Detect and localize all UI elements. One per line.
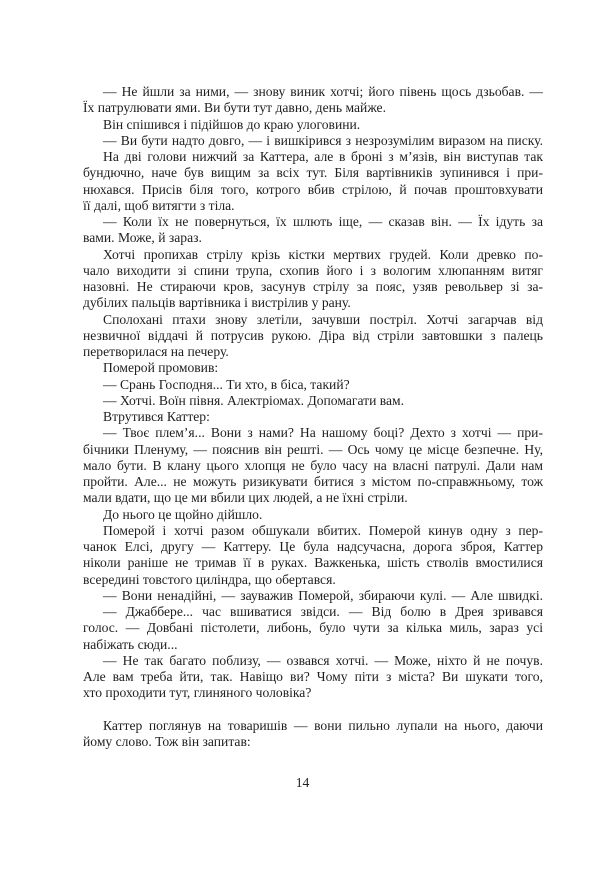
blank-line bbox=[83, 702, 543, 718]
text-line: На дві голови нижчий за Каттера, але в броні з м’язів, він виступав так bbox=[103, 149, 543, 164]
text-line: — Не так багато поблизу, — озвався хотчі. — Може, ніхто й не почув. bbox=[103, 652, 543, 668]
text-line: Померой промовив: bbox=[103, 360, 219, 376]
text-line: голос. — Довбані пістолети, либонь, було чути за кілька миль, зараз усі bbox=[83, 620, 543, 636]
text-line: — Коли їх не повернуться, їх шлють іще, — сказав він. — Їх ідуть за bbox=[103, 214, 543, 229]
text-line: — Хотчі. Воїн півня. Алектріомах. Допомагати вам. bbox=[103, 392, 405, 408]
text-line: Він спішився і підійшов до краю улоговини. bbox=[103, 116, 361, 132]
text-line: — Твоє плем’я... Вони з нами? На нашому боці? Дехто з хотчі — при- bbox=[103, 425, 543, 441]
text-line: — Вони ненадійні, — зауважив Померой, збираючи кулі. — Але швидкі. bbox=[103, 587, 543, 603]
text-line: чало виходити зі спини трупа, схопив його і з вологим хлюпанням витяг bbox=[83, 262, 543, 278]
text-line: Їх патрулювати ями. Ви бути тут давно, день майже. bbox=[83, 100, 386, 116]
text-line: пройти. Але... не можуть ризикувати битися з містом по-справжньому, тож bbox=[83, 474, 543, 489]
text-line: нюхався. Присів біля того, котрого вбив стрілою, й почав проштовхувати bbox=[83, 181, 543, 197]
text-line: Але вам треба йти, так. Навіщо ви? Чому піти з міста? Ви шукати того, bbox=[83, 669, 543, 684]
text-line: Каттер поглянув на товаришів — вони пильно лупали на нього, даючи bbox=[103, 717, 543, 733]
text-line: назовні. Не стираючи кров, засунув стрілу за пояс, узяв револьвер зі за- bbox=[83, 279, 543, 294]
text-line: чанок Елсі, другу — Каттеру. Це була надсучасна, дорога зброя, Каттер bbox=[83, 539, 543, 554]
text-line: набіжать сюди... bbox=[83, 636, 178, 652]
text-line: бічники Пленуму, — пояснив він решті. — Ось чому це місце безпечне. Ну, bbox=[83, 441, 543, 457]
page-number: 14 bbox=[295, 775, 310, 790]
text-line: — Не йшли за ними, — знову виник хотчі; його півень щось дзьобав. — bbox=[103, 84, 543, 99]
body-text bbox=[83, 84, 543, 750]
text-line: хто проходити тут, глиняного чоловіка? bbox=[83, 685, 312, 701]
text-line: її далі, щоб витягти з тіла. bbox=[83, 197, 235, 213]
text-line: мало бути. В клану цього хлопця не було часу на власні патрулі. Дали нам bbox=[83, 457, 543, 473]
text-line: незвичної віддачі й потрусив рукою. Діра від стріли завтовшки з палець bbox=[83, 327, 543, 343]
text-line: йому слово. Тож він запитав: bbox=[83, 734, 251, 749]
text-line: ніколи раніше не тримав її в руках. Важкенька, шість стволів вмостилися bbox=[83, 555, 543, 571]
text-line: — Срань Господня... Ти хто, в біса, такий? bbox=[103, 376, 350, 392]
text-line: — Джаббере... час вшиватися звідси. — Від болю в Дрея зривався bbox=[103, 604, 543, 619]
text-line: — Ви бути надто довго, — і вишкірився з незрозумілим виразом на писку. bbox=[103, 132, 543, 148]
text-line: вами. Може, й зараз. bbox=[83, 230, 202, 246]
text-line: всередині товстого циліндра, що обертався. bbox=[83, 571, 336, 587]
text-line: перетворилася на печеру. bbox=[83, 344, 229, 359]
text-line: Померой і хотчі разом обшукали вбитих. Померой кинув одну з пер- bbox=[103, 522, 543, 538]
text-line: Втрутився Каттер: bbox=[103, 409, 210, 424]
text-line: бундючно, наче був вищим за всіх тут. Біля вартівників зупинився і при- bbox=[83, 165, 543, 181]
text-line: Сполохані птахи знову злетіли, зачувши постріл. Хотчі загарчав від bbox=[103, 311, 543, 327]
text-line: дубілих пальців вартівника і вистрілив у рану. bbox=[83, 295, 351, 311]
text-line: мали вдати, що це ми вбили цих людей, а не їхні стріли. bbox=[83, 490, 408, 506]
text-line: До нього це щойно дійшло. bbox=[103, 506, 263, 522]
text-line: Хотчі пропихав стрілу крізь кістки мертвих грудей. Коли древко по- bbox=[103, 246, 543, 262]
